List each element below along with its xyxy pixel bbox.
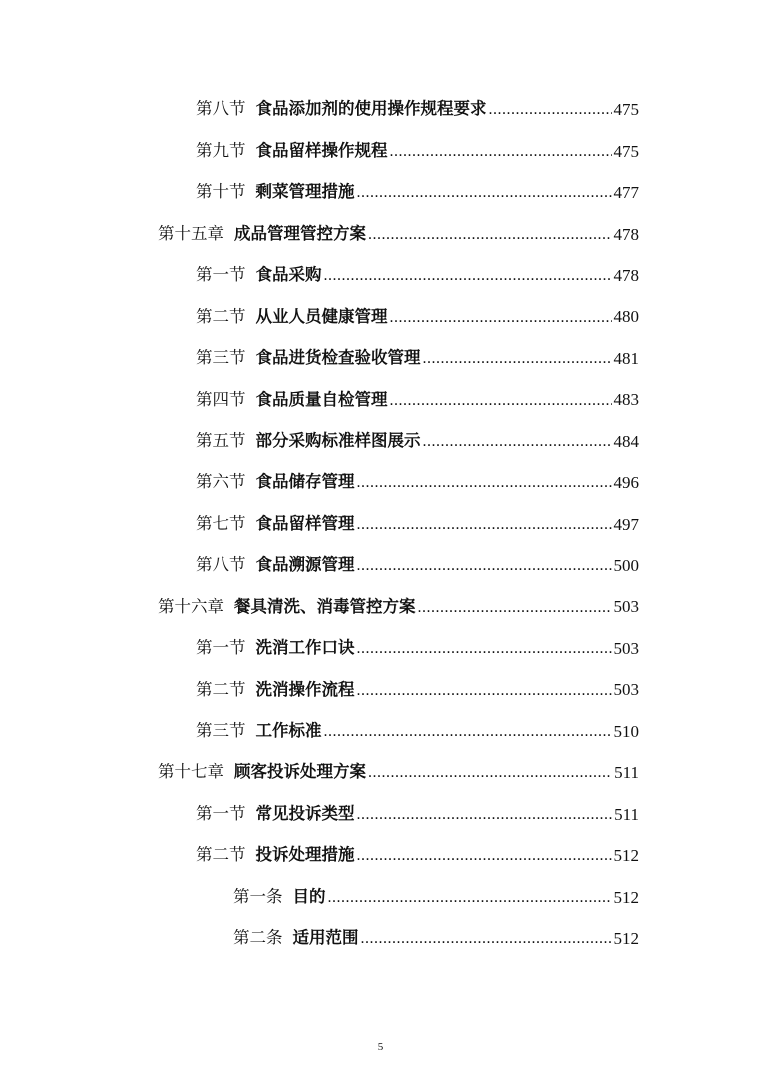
toc-entry-label: 第二节: [196, 845, 246, 865]
toc-section-entry[interactable]: [0, 462, 761, 503]
toc-entry-label: 第十六章: [158, 596, 224, 616]
toc-entry-title: 食品进货检查验收管理: [255, 348, 421, 368]
toc-entry-page-number: 496: [613, 473, 639, 493]
toc-dot-leader: [361, 931, 612, 959]
toc-entry-label: 第十七章: [158, 762, 224, 782]
toc-section-entry[interactable]: [0, 503, 761, 544]
toc-dot-leader: [357, 807, 613, 835]
toc-dot-leader: [368, 227, 612, 255]
toc-section-entry[interactable]: [0, 296, 761, 337]
toc-dot-leader: [357, 558, 612, 586]
toc-dot-leader: [357, 683, 612, 711]
toc-entry-page-number: 511: [614, 804, 639, 824]
toc-entry-title: 洗消工作口诀: [255, 638, 355, 658]
toc-entry-label: 第六节: [196, 472, 246, 492]
toc-entry-page-number: 512: [613, 928, 639, 948]
toc-entry-title: 投诉处理措施: [255, 845, 355, 865]
toc-entry-page-number: 484: [613, 431, 639, 451]
toc-entry-page-number: 477: [613, 183, 639, 203]
toc-dot-leader: [423, 434, 612, 462]
toc-entry-title: 洗消操作流程: [255, 679, 355, 699]
toc-entry-title: 食品留样管理: [255, 513, 355, 533]
toc-entry-title: 适用范围: [292, 928, 359, 948]
toc-entry-title: 食品储存管理: [255, 472, 355, 492]
toc-chapter-entry[interactable]: [0, 213, 761, 254]
toc-entry-label: 第四节: [196, 389, 246, 409]
toc-section-entry[interactable]: [0, 711, 761, 752]
toc-entry-page-number: 475: [613, 100, 639, 120]
toc-dot-leader: [328, 890, 612, 918]
toc-article-entry[interactable]: [0, 876, 761, 917]
toc-chapter-entry[interactable]: [0, 752, 761, 793]
toc-entry-label: 第二节: [196, 679, 246, 699]
toc-dot-leader: [357, 475, 612, 503]
toc-section-entry[interactable]: [0, 421, 761, 462]
toc-entry-label: 第十节: [196, 182, 246, 202]
toc-entry-title: 工作标准: [255, 721, 322, 741]
toc-entry-label: 第五节: [196, 430, 246, 450]
toc-entry-page-number: 512: [613, 846, 639, 866]
toc-entry-label: 第一条: [233, 886, 283, 906]
toc-entry-label: 第一节: [196, 638, 246, 658]
toc-entry-label: 第三节: [196, 721, 246, 741]
toc-entry-page-number: 503: [613, 597, 639, 617]
toc-entry-title: 食品添加剂的使用操作规程要求: [255, 99, 487, 119]
toc-entry-page-number: 483: [613, 390, 639, 410]
toc-entry-title: 剩菜管理措施: [255, 182, 355, 202]
toc-entry-title: 餐具清洗、消毒管控方案: [234, 596, 416, 616]
toc-entry-page-number: 478: [613, 265, 639, 285]
toc-entry-page-number: 510: [613, 721, 639, 741]
toc-entry-title: 食品质量自检管理: [255, 389, 388, 409]
page-number: 5: [377, 1041, 384, 1053]
toc-dot-leader: [390, 310, 612, 338]
toc-section-entry[interactable]: [0, 172, 761, 213]
toc-entry-label: 第九节: [196, 140, 246, 160]
toc-entry-label: 第二节: [196, 306, 246, 326]
toc-entry-page-number: 481: [613, 348, 639, 368]
toc-entry-page-number: 480: [613, 307, 639, 327]
toc-section-entry[interactable]: [0, 255, 761, 296]
toc-entry-title: 成品管理管控方案: [234, 223, 366, 243]
toc-entry-title: 顾客投诉处理方案: [234, 762, 366, 782]
toc-dot-leader: [418, 600, 612, 628]
toc-entry-page-number: 475: [613, 141, 639, 161]
toc-dot-leader: [390, 144, 612, 172]
toc-section-entry[interactable]: [0, 338, 761, 379]
toc-entry-page-number: 478: [613, 224, 639, 244]
toc-entry-title: 食品采购: [255, 265, 322, 285]
toc-entry-title: 常见投诉类型: [255, 803, 355, 823]
toc-section-entry[interactable]: [0, 545, 761, 586]
toc-dot-leader: [357, 185, 612, 213]
toc-entry-label: 第八节: [196, 555, 246, 575]
toc-entry-title: 食品溯源管理: [255, 555, 355, 575]
toc-section-entry[interactable]: [0, 130, 761, 171]
toc-section-entry[interactable]: [0, 669, 761, 710]
toc-dot-leader: [357, 848, 612, 876]
toc-entry-title: 食品留样操作规程: [255, 140, 388, 160]
toc-section-entry[interactable]: [0, 89, 761, 130]
toc-dot-leader: [324, 724, 612, 752]
toc-article-entry[interactable]: [0, 918, 761, 959]
toc-entry-label: 第七节: [196, 513, 246, 533]
toc-section-entry[interactable]: [0, 835, 761, 876]
toc-entry-page-number: 503: [613, 638, 639, 658]
toc-section-entry[interactable]: [0, 628, 761, 669]
toc-dot-leader: [368, 765, 612, 793]
toc-entry-label: 第八节: [196, 99, 246, 119]
toc-entry-label: 第三节: [196, 348, 246, 368]
toc-dot-leader: [423, 351, 612, 379]
toc-entry-page-number: 497: [613, 514, 639, 534]
toc-entry-page-number: 503: [613, 680, 639, 700]
toc-entry-label: 第一节: [196, 803, 246, 823]
toc-entry-page-number: 511: [614, 763, 639, 783]
toc-dot-leader: [390, 393, 612, 421]
toc-entry-title: 目的: [292, 886, 326, 906]
toc-entry-page-number: 500: [613, 556, 639, 576]
toc-section-entry[interactable]: [0, 793, 761, 834]
table-of-contents: [0, 89, 761, 959]
toc-entry-title: 从业人员健康管理: [255, 306, 388, 326]
toc-dot-leader: [357, 517, 612, 545]
toc-chapter-entry[interactable]: [0, 586, 761, 627]
toc-dot-leader: [324, 268, 612, 296]
toc-entry-label: 第十五章: [158, 223, 224, 243]
toc-dot-leader: [357, 641, 612, 669]
toc-section-entry[interactable]: [0, 379, 761, 420]
toc-dot-leader: [489, 102, 612, 130]
toc-entry-page-number: 512: [613, 887, 639, 907]
toc-entry-title: 部分采购标准样图展示: [255, 430, 421, 450]
toc-entry-label: 第二条: [233, 928, 283, 948]
toc-entry-label: 第一节: [196, 265, 246, 285]
